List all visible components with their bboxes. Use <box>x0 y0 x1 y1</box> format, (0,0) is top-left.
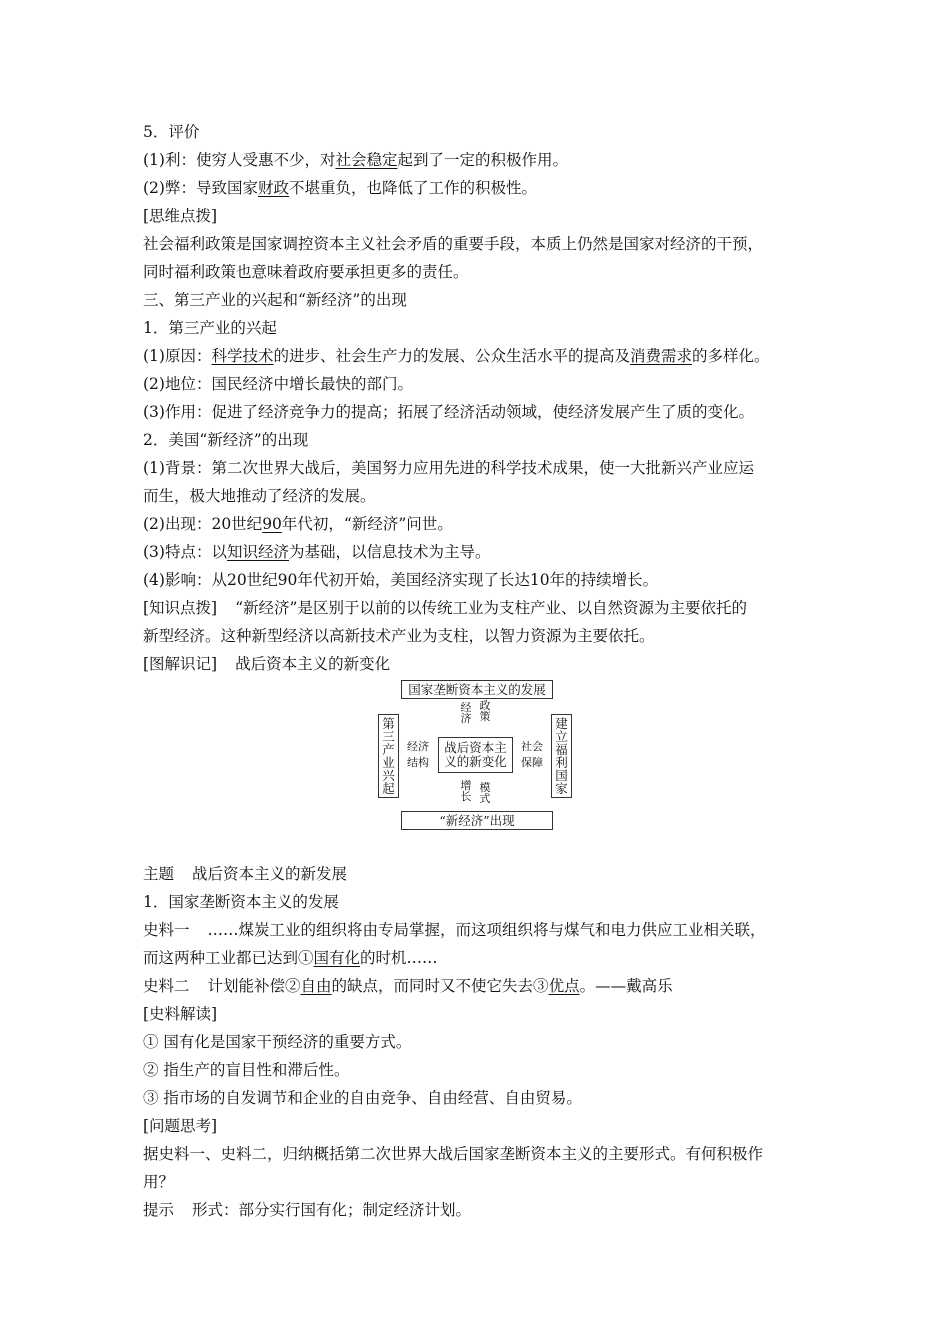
topic-heading: 主题 战后资本主义的新发展 <box>143 865 348 883</box>
text-line: 用？ <box>143 1173 175 1191</box>
text-line: (1)原因：科学技术的进步、社会生产力的发展、公众生活水平的提高及消费需求的多样化。 <box>143 347 770 365</box>
subsection-heading: 2．美国“新经济”的出现 <box>143 431 309 449</box>
diagram-box-center: 战后资本主 义的新变化 <box>438 737 513 773</box>
diagram-box-bottom: “新经济”出现 <box>401 811 553 830</box>
text-line: 新型经济。这种新型经济以高新技术产业为支柱，以智力资源为主要依托。 <box>143 627 655 645</box>
diagram-label-security: 保障 <box>521 756 543 769</box>
text-line: 据史料一、史料二，归纳概括第二次世界大战后国家垄断资本主义的主要形式。有何积极作 <box>143 1145 764 1163</box>
text-line: ③ 指市场的自发调节和企业的自由竞争、自由经营、自由贸易。 <box>143 1089 582 1107</box>
diagram-label-mode: 模 式 <box>479 781 491 805</box>
text-line: [知识点拨] “新经济”是区别于以前的以传统工业为支柱产业、以自然资源为主要依托的 <box>143 599 747 617</box>
text-line: (4)影响：从20世纪90年代初开始，美国经济实现了长达10年的持续增长。 <box>143 571 659 589</box>
diagram-box-left: 第 三 产 业 兴 起 <box>378 714 399 798</box>
text-line: ② 指生产的盲目性和滞后性。 <box>143 1061 350 1079</box>
text-line: (3)特点：以知识经济为基础，以信息技术为主导。 <box>143 543 491 561</box>
text-line: ① 国有化是国家干预经济的重要方式。 <box>143 1033 412 1051</box>
text-line: (2)地位：国民经济中增长最快的部门。 <box>143 375 413 393</box>
diagram-label-structure: 结构 <box>407 756 429 769</box>
note-heading: [思维点拨] <box>143 207 218 225</box>
text-line: (1)利：使穷人受惠不少，对社会稳定起到了一定的积极作用。 <box>143 151 568 169</box>
text-line: 史料一 ……煤炭工业的组织将由专局掌握，而这项组织将与煤气和电力供应工业相关联， <box>143 921 766 939</box>
diagram-label-economy: 经 济 <box>460 701 472 725</box>
text-line: 提示 形式：部分实行国有化；制定经济计划。 <box>143 1201 472 1219</box>
subsection-heading: 1．第三产业的兴起 <box>143 319 277 337</box>
text-line: 史料二 计划能补偿②自由的缺点，而同时又不使它失去③优点。——戴高乐 <box>143 977 673 995</box>
diagram-box-right: 建 立 福 利 国 家 <box>551 714 572 798</box>
concept-diagram <box>378 680 574 832</box>
note-heading: [问题思考] <box>143 1117 218 1135</box>
diagram-label-growth: 增 长 <box>460 779 472 803</box>
diagram-heading: [图解识记] 战后资本主义的新变化 <box>143 655 391 673</box>
text-line: (2)出现：20世纪90年代初，“新经济”问世。 <box>143 515 453 533</box>
text-line: 社会福利政策是国家调控资本主义社会矛盾的重要手段，本质上仍然是国家对经济的干预， <box>143 235 764 253</box>
diagram-label-policy: 政 策 <box>479 699 491 723</box>
section-heading: 三、第三产业的兴起和“新经济”的出现 <box>143 291 407 309</box>
diagram-label-economy-h: 经济 <box>407 740 429 753</box>
note-heading: [史料解读] <box>143 1005 218 1023</box>
text-line: (1)背景：第二次世界大战后，美国努力应用先进的科学技术成果，使一大批新兴产业应运 <box>143 459 754 477</box>
diagram-box-top: 国家垄断资本主义的发展 <box>401 680 553 699</box>
text-line: (2)弊：导致国家财政不堪重负，也降低了工作的积极性。 <box>143 179 537 197</box>
diagram-label-society: 社会 <box>521 740 543 753</box>
text-line: (3)作用：促进了经济竞争力的提高；拓展了经济活动领域，使经济发展产生了质的变化。 <box>143 403 754 421</box>
text-line: 而生，极大地推动了经济的发展。 <box>143 487 376 505</box>
text-line: 而这两种工业都已达到①国有化的时机…… <box>143 949 438 967</box>
heading-evaluation: 5．评价 <box>143 123 200 141</box>
subsection-heading: 1．国家垄断资本主义的发展 <box>143 893 339 911</box>
text-line: 同时福利政策也意味着政府要承担更多的责任。 <box>143 263 469 281</box>
